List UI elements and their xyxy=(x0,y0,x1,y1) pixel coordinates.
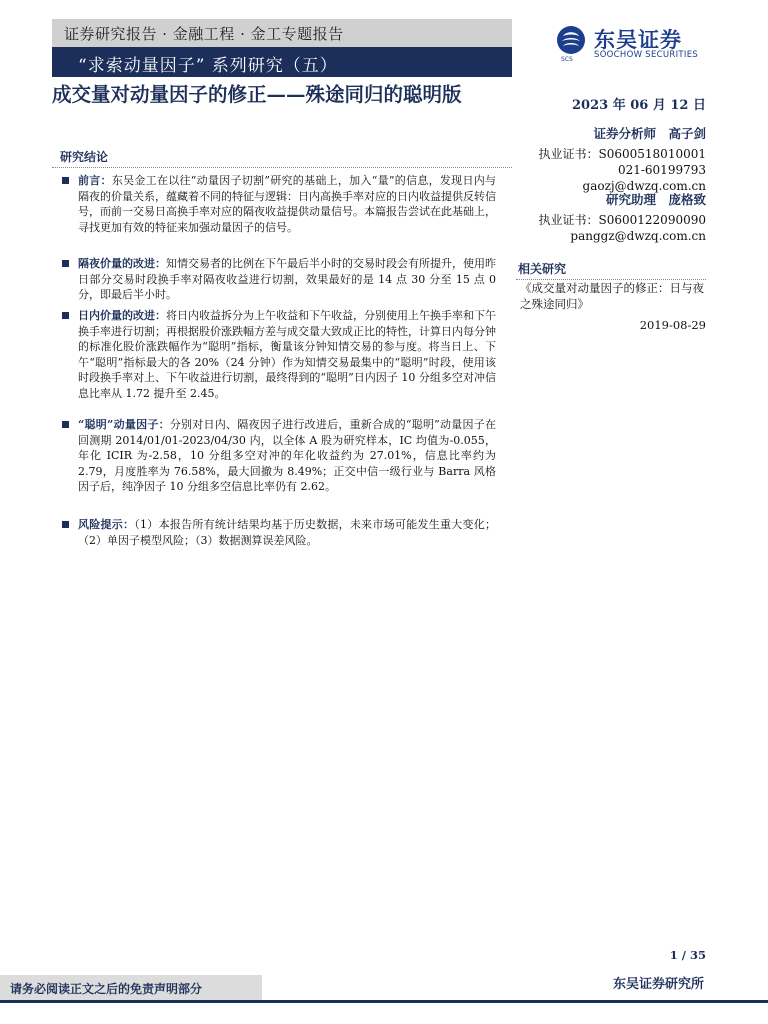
bullet-lead: 隔夜价量的改进： xyxy=(78,257,166,270)
bullet-lead: 日内价量的改进： xyxy=(78,309,166,322)
bullet-body: 分别对日内、隔夜因子进行改进后，重新合成的“聪明”动量因子在回测期 2014/01/01-2023/04/30 内，以全体 A 股为研究样本，IC 均值为-0.055，年化 ICIR 为-2.58，10 分组多空对冲的年化收益约为 27.01%，信息比率约为 2.79，月度胜率为 76.58%，最大回撤为 8.49%；正交中信一级行业与 Barra 风格因子后，纯净因子 10 分组多空信息比率仍有 2.62。 xyxy=(78,418,496,493)
analyst-role-name: 证券分析师 高子剑 xyxy=(593,126,706,141)
related-heading-text: 相关研究 xyxy=(518,262,567,276)
company-logo xyxy=(556,22,716,66)
bullet-lead: 前言： xyxy=(78,174,112,187)
logo-name-en: SOOCHOW SECURITIES xyxy=(594,50,699,60)
section-title: 研究结论 xyxy=(60,150,109,164)
bullet-square-icon xyxy=(62,260,69,267)
footer-divider xyxy=(0,1000,768,1003)
disclaimer-text[interactable]: 请务必阅读正文之后的免责声明部分 xyxy=(10,982,203,996)
report-date: 2023 年 06 月 12 日 xyxy=(572,98,706,113)
bullet-body: 知情交易者的比例在下午最后半小时的交易时段会有所提升，使用昨日部分交易时段换手率对隔夜收益进行切割，效果最好的是 14 点 30 分至 15 点 0 分，即最后半小时。 xyxy=(78,257,496,301)
bullet-square-icon xyxy=(62,177,69,184)
series-bar xyxy=(52,47,512,77)
bullet-risk xyxy=(62,517,496,548)
logo-name-cn: 东吴证券 xyxy=(594,28,682,52)
report-type: 证券研究报告 · 金融工程 · 金工专题报告 xyxy=(64,25,344,43)
analyst-phone: 021-60199793 xyxy=(617,163,706,177)
bullet-square-icon xyxy=(62,521,69,528)
analyst-email[interactable]: gaozj@dwzq.com.cn xyxy=(582,179,706,193)
bullet-body: （1）本报告所有统计结果均基于历史数据，未来市场可能发生重大变化；（2）单因子模型风险；（3）数据测算误差风险。 xyxy=(78,518,497,547)
related-item-date: 2019-08-29 xyxy=(639,318,706,332)
bullet-lead: 风险提示： xyxy=(78,518,135,531)
bullet-body: 东吴金工在以往“动量因子切割”研究的基础上，加入“量”的信息，发现日内与隔夜的价量关系，蕴藏着不同的特征与逻辑：日内高换手率对应的日内收益提供反转信号，而前一交易日高换手率对应的隔夜收益提供动量信号。本篇报告尝试在此基础上，寻找更加有效的特征来加强动量因子的信号。 xyxy=(78,174,497,234)
disclaimer-bar xyxy=(0,975,262,1000)
analyst-cert: 执业证书：S0600518010001 xyxy=(538,147,706,161)
bullet-intraday xyxy=(62,308,496,401)
institute-name: 东吴证券研究所 xyxy=(612,977,704,992)
report-title: 成交量对动量因子的修正——殊途同归的聪明版 xyxy=(52,83,462,106)
page-number: 1 / 35 xyxy=(669,948,706,962)
report-type-bar xyxy=(52,19,512,47)
assistant-role-name: 研究助理 庞格致 xyxy=(605,192,706,207)
related-research-heading xyxy=(516,258,706,280)
bullet-body: 将日内收益拆分为上午收益和下午收益，分别使用上午换手率和下午换手率进行切割；再根据股价涨跌幅方差与成交量大致成正比的特性，计算日内每分钟的标准化股价涨跌幅作为“聪明”指标，衡量该分钟知情交易的参与度。将当日上、下午“聪明”指标最大的各 20%（24 分钟）作为知情交易最集中的“聪明”时段，使用该时段换手率对上、下午收益进行切割，最终得到的“聪明”日内因子 10 分组多空对冲信息比率从 1.72 提升至 2.45。 xyxy=(78,309,496,400)
section-title-bar xyxy=(52,146,512,168)
series-title: “求索动量因子” 系列研究（五） xyxy=(78,56,338,76)
soochow-logo-icon xyxy=(556,25,586,55)
bullet-preface xyxy=(62,173,496,235)
analyst-block-1 xyxy=(520,126,706,194)
bullet-square-icon xyxy=(62,421,69,428)
bullet-smart-momentum xyxy=(62,417,496,495)
logo-tag: SCS xyxy=(561,56,573,63)
bullet-square-icon xyxy=(62,312,69,319)
bullet-overnight xyxy=(62,256,496,303)
assistant-cert: 执业证书：S0600122090090 xyxy=(538,213,706,227)
bullet-lead: “聪明”动量因子： xyxy=(78,418,170,431)
related-item-title[interactable]: 《成交量对动量因子的修正：日与夜之殊途同归》 xyxy=(520,281,704,311)
assistant-email[interactable]: panggz@dwzq.com.cn xyxy=(570,229,706,243)
analyst-block-2 xyxy=(520,192,706,244)
